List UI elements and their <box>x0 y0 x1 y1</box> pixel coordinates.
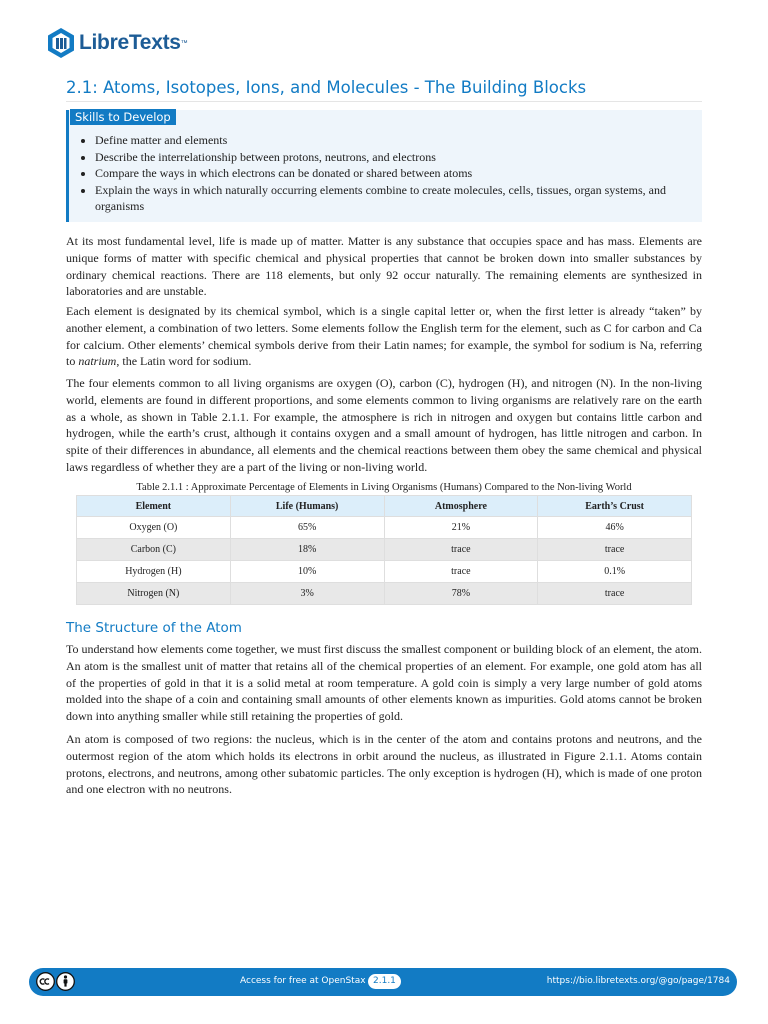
libretexts-logo[interactable] <box>46 27 188 59</box>
skills-list-item: • Describe the interrelationship between protons, neutrons, and electrons <box>95 149 695 166</box>
attribution-icon <box>56 972 75 991</box>
table-cell: 3% <box>230 583 384 605</box>
table-cell: 65% <box>230 517 384 539</box>
creative-commons-icon <box>36 972 55 991</box>
title-divider <box>66 101 702 102</box>
skills-list-item: • Explain the ways in which naturally occurring elements combine to create molecules, cells, tissues, organ systems, and organisms <box>95 182 695 215</box>
table-header-cell: Earth’s Crust <box>538 496 692 517</box>
paragraph-atom-regions: An atom is composed of two regions: the nucleus, which is in the center of the atom and contains protons and neutrons, and the outermost region of the atom which holds its electrons in orbit around the nucleus, as illustrated in Figure 2.1.1. Atoms contain protons, electrons, and neutrons, among other subatomic particles. The only exception is hydrogen (H), which is made of one proton and one electron with no neutrons. <box>66 732 702 797</box>
paragraph-chemical-symbol <box>66 303 702 370</box>
skills-list-item: • Compare the ways in which electrons can be donated or shared between atoms <box>95 165 695 182</box>
table-header-cell: Life (Humans) <box>230 496 384 517</box>
page-footer <box>29 968 737 996</box>
creative-commons-license-badge[interactable] <box>36 972 75 991</box>
table-cell: 46% <box>538 517 692 539</box>
table-cell: 78% <box>384 583 538 605</box>
skills-to-develop-box <box>66 110 702 222</box>
paragraph-atom-definition: To understand how elements come together, we must first discuss the smallest component or building block of an element, the atom. An atom is the smallest unit of matter that retains all of the chemical properties of an element. For example, one gold atom has all of the properties of gold in that it is a solid metal at room temperature. A gold coin is simply a very large number of gold atoms molded into the shape of a coin and containing small amounts of other elements known as impurities. Gold atoms cannot be broken down into anything smaller while still retaining the properties of gold. <box>66 642 702 724</box>
table-row <box>77 583 692 605</box>
table-cell: 21% <box>384 517 538 539</box>
footer-page-url[interactable]: https://bio.libretexts.org/@go/page/1784 <box>546 976 730 986</box>
table-cell: Oxygen (O) <box>77 517 231 539</box>
table-header-row <box>77 496 692 517</box>
table-row <box>77 539 692 561</box>
section-heading-structure-of-atom: The Structure of the Atom <box>66 620 242 636</box>
page-number-badge: 2.1.1 <box>368 974 401 989</box>
table-row <box>77 561 692 583</box>
table-cell: trace <box>538 539 692 561</box>
paragraph-italic-term: natrium <box>78 354 117 369</box>
table-caption: Table 2.1.1 : Approximate Percentage of Elements in Living Organisms (Humans) Compared to the Non-living World <box>136 482 632 493</box>
table-cell: trace <box>384 539 538 561</box>
paragraph-matter: At its most fundamental level, life is made up of matter. Matter is any substance that occupies space and has mass. Elements are unique forms of matter with specific chemical and physical properties that cannot be broken down into smaller substances by ordinary chemical reactions. There are 118 elements, but only 92 occur naturally. The remaining elements are synthesized in laboratories and are unstable. <box>66 234 702 299</box>
skills-list-item: • Define matter and elements <box>95 132 695 149</box>
elements-table <box>76 495 692 605</box>
logo-text: LibreTexts <box>79 31 181 54</box>
table-cell: 18% <box>230 539 384 561</box>
paragraph-text: Each element is designated by its chemical symbol, which is a single capital letter or, when the first letter is already “taken” by another element, a combination of two letters. Some elements follow the English term for the element, such as C for carbon and Ca for calcium. Other elements’ chemical symbols derive from their Latin names; for example, the symbol for sodium is Na, referring to <box>66 304 702 369</box>
table-cell: 10% <box>230 561 384 583</box>
table-header-cell: Atmosphere <box>384 496 538 517</box>
table-cell: Hydrogen (H) <box>77 561 231 583</box>
table-cell: trace <box>538 583 692 605</box>
skills-list <box>79 132 695 215</box>
table-cell: Carbon (C) <box>77 539 231 561</box>
table-row <box>77 517 692 539</box>
libretexts-hexagon-icon <box>46 27 76 59</box>
footer-access-text[interactable]: Access for free at OpenStax <box>240 976 366 986</box>
table-header-cell: Element <box>77 496 231 517</box>
table-cell: trace <box>384 561 538 583</box>
table-cell: 0.1% <box>538 561 692 583</box>
paragraph-text: , the Latin word for sodium. <box>116 354 252 369</box>
paragraph-four-elements: The four elements common to all living organisms are oxygen (O), carbon (C), hydrogen (H), and nitrogen (N). In the non-living world, elements are found in different proportions, and some elements common to living organisms are relatively rare on the earth as a whole, as shown in Table 2.1.1. For example, the atmosphere is rich in nitrogen and oxygen but contains little carbon and hydrogen, while the earth’s crust, although it contains oxygen and a small amount of hydrogen, has little nitrogen and carbon. In spite of their differences in abundance, all elements and the chemical reactions between them obey the same chemical and physical laws regardless of whether they are a part of the living or non-living world. <box>66 376 702 474</box>
table-cell: Nitrogen (N) <box>77 583 231 605</box>
logo-trademark: ™ <box>180 39 188 47</box>
page-title: 2.1: Atoms, Isotopes, Ions, and Molecules - The Building Blocks <box>66 78 587 97</box>
skills-label: Skills to Develop <box>70 109 176 125</box>
